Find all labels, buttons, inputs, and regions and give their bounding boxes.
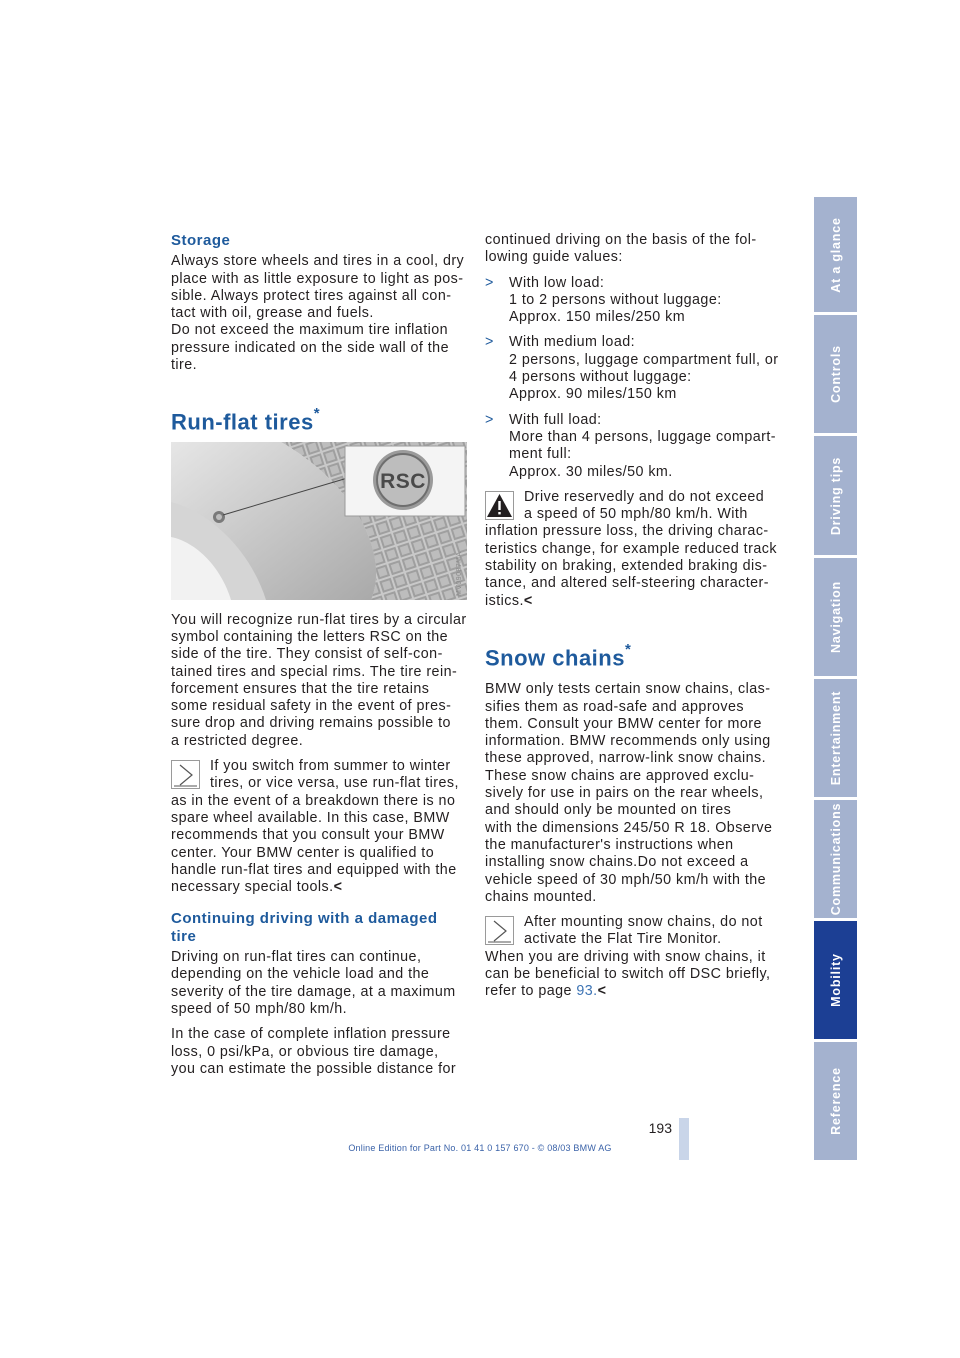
footer-edition: Online Edition for Part No. 01 41 0 157 670 - © 08/03 BMW AG [348, 1143, 612, 1153]
list-item-text: With medium load: 2 persons, luggage compartment full, or 4 persons without luggage: Approx. 90 miles/150 km [509, 334, 779, 403]
tab-entertainment[interactable] [814, 679, 857, 797]
tab-label: Communications [828, 802, 843, 916]
tab-communications[interactable] [814, 800, 857, 918]
tab-label: Reference [828, 1067, 843, 1135]
guide-intro: continued driving on the basis of the fol- lowing guide values: [485, 232, 757, 266]
end-mark: < [523, 592, 533, 609]
note-runflat-text: If you switch from summer to winter tires, or vice versa, use run-flat tires, as in the event of a breakdown there is no spare wheel available. In this case, BMW recommends that you consult your BMW center. Your BMW center is qualified to handle run-flat tires and equipped with the necessary special tools. [171, 758, 459, 896]
tab-label: Mobility [828, 953, 843, 1007]
bullet-mark: > [485, 274, 494, 291]
page-number-bar [679, 1118, 689, 1160]
list-item [485, 275, 781, 327]
note-snow-chains [485, 914, 781, 1000]
rsc-badge-text: RSC [380, 469, 426, 493]
left-column [171, 232, 467, 1086]
runflat-heading-text: Run-flat tires [171, 409, 314, 435]
tab-mobility[interactable] [814, 921, 857, 1039]
end-mark: < [597, 983, 607, 1000]
continuing-heading: Continuing driving with a damaged tire [171, 910, 438, 945]
continuing-text-1: Driving on run-flat tires can continue, depending on the vehicle load and the severity of the tire damage, at a maximum speed of 50 mph/80 km/h. [171, 949, 456, 1017]
snow-chains-text: BMW only tests certain snow chains, clas- sifies them as road-safe and approves them. Consult your BMW center for more information. BMW recommends only using these approved, narrow-link snow chains. These snow chains are approved exclu- sively for use in pairs on the rear wheels, and should only be mounted on tires with the dimensions 245/50 R 18. Observe the manufacturer's instructions when installing snow chains.Do not exceed a vehicle speed of 30 mph/50 km/h with the chains mounted. [485, 681, 773, 905]
tab-label: Entertainment [828, 690, 843, 786]
tab-navigation[interactable] [814, 558, 857, 676]
tab-label: At a glance [828, 216, 843, 293]
tab-label: Controls [828, 345, 843, 403]
snow-chains-heading [485, 640, 781, 671]
tab-label: Driving tips [828, 456, 843, 535]
figure-code: MV09087MA [456, 551, 463, 596]
page-number: 193 [648, 1120, 672, 1136]
tire-illustration [171, 442, 467, 600]
tab-driving-tips[interactable] [814, 436, 857, 555]
warning-icon [485, 491, 514, 520]
page-reference-link[interactable]: 93. [576, 983, 598, 1000]
list-item [485, 412, 781, 481]
section-tabs [814, 197, 857, 1160]
storage-text: Always store wheels and tires in a cool, dry place with as little exposure to light as pos- sible. Always protect tires against all con- tact with oil, grease and fuels. Do not exceed the maximum tire inflation pressure indicated on the side wall of the tire. [171, 253, 465, 374]
note-snow-chains-text: After mounting snow chains, do not activate the Flat Tire Monitor. When you are driving with snow chains, it can be beneficial to switch off DSC briefly, refer to page [485, 914, 771, 1000]
optional-asterisk: * [313, 405, 321, 423]
continuing-text-2: In the case of complete inflation pressure loss, 0 psi/kPa, or obvious tire damage, you can estimate the possible distance for [171, 1026, 457, 1077]
warning-text: Drive reservedly and do not exceed a speed of 50 mph/80 km/h. With inflation pressure loss, the driving charac- teristics change, for example reduced track stability on braking, extended braking dis- tance, and altered self-steering character- istics. [485, 488, 777, 609]
list-item-text: With full load: More than 4 persons, luggage compart- ment full: Approx. 30 miles/50 km. [509, 411, 776, 480]
tab-label: Navigation [828, 581, 843, 653]
warning-note [485, 489, 781, 610]
end-mark: < [333, 879, 343, 896]
note-runflat [171, 758, 467, 896]
optional-asterisk: * [624, 640, 632, 658]
list-item-text: With low load: 1 to 2 persons without luggage: Approx. 150 miles/250 km [509, 274, 722, 326]
runflat-text: You will recognize run-flat tires by a circular symbol containing the letters RSC on the side of the tire. They consist of self-con- tained tires and special rims. The tire rein- forcement ensures that the tire retains some residual safety in the event of pres- sure drop and driving remains possible to a restricted degree. [171, 611, 467, 749]
runflat-tire-figure [171, 442, 467, 600]
tab-at-a-glance[interactable] [814, 197, 857, 312]
runflat-heading [171, 404, 467, 435]
bullet-mark: > [485, 411, 494, 428]
note-icon [485, 916, 514, 945]
bullet-mark: > [485, 334, 494, 351]
tab-controls[interactable] [814, 315, 857, 433]
note-icon [171, 760, 200, 789]
storage-heading: Storage [171, 232, 231, 249]
right-column [485, 232, 781, 1009]
list-item [485, 334, 781, 403]
snow-chains-heading-text: Snow chains [485, 645, 625, 671]
